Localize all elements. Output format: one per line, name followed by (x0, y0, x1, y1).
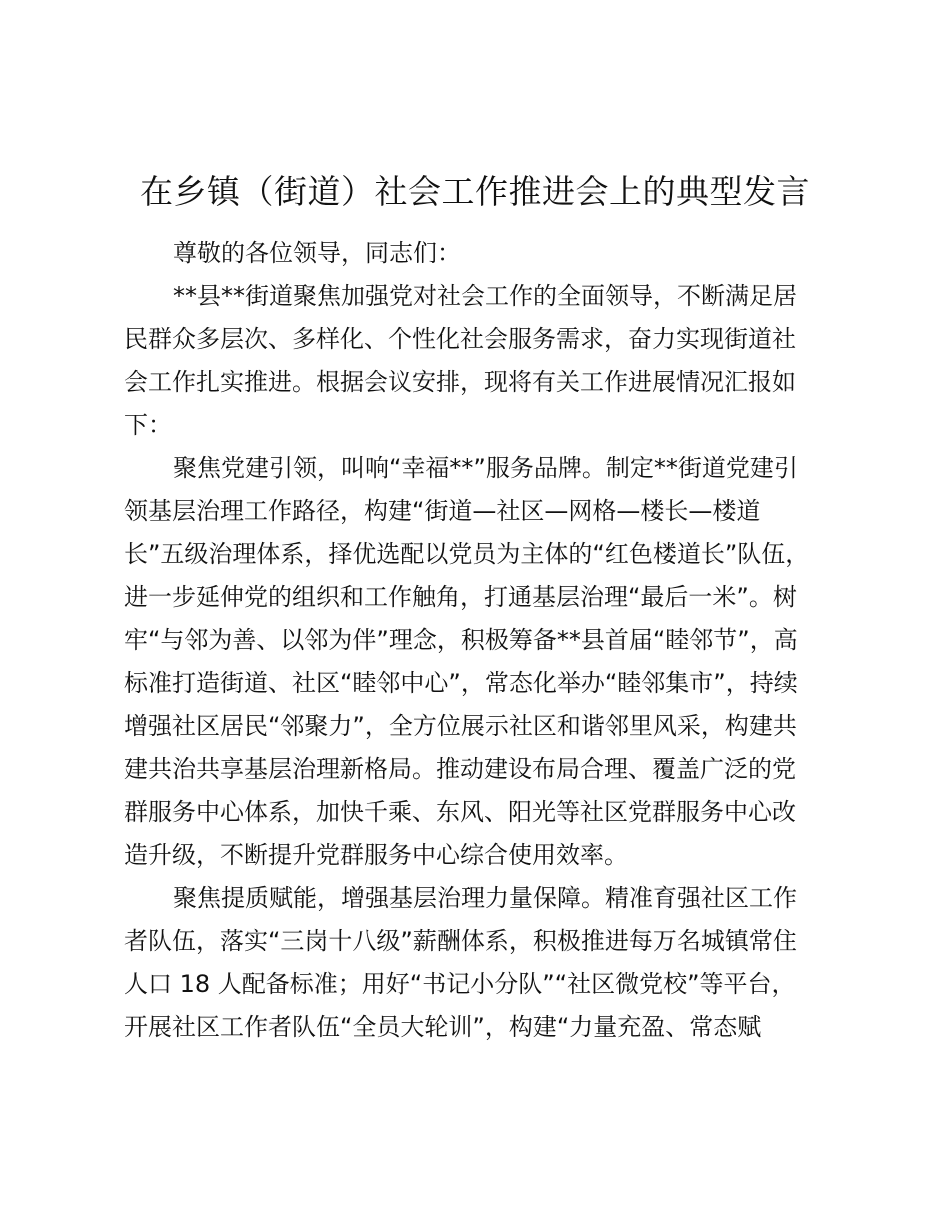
paragraph-line: 者队伍，落实“三岗十八级”薪酬体系，积极推进每万名城镇常住 (124, 927, 797, 955)
paragraph-line: 进一步延伸党的组织和工作触角，打通基层治理“最后一米”。树 (124, 583, 797, 611)
paragraph-line: 领基层治理工作路径，构建“街道—社区—网格—楼长—楼道 (124, 497, 761, 525)
document-body (124, 232, 824, 1049)
salutation-line: 尊敬的各位领导，同志们： (173, 239, 461, 267)
paragraph-line: 标准打造街道、社区“睦邻中心”，常态化举办“睦邻集市”，持续 (124, 669, 798, 697)
paragraph-line: 人口 18 人配备标准；用好“书记小分队”“社区微党校”等平台， (124, 970, 796, 998)
paragraph-line: 会工作扎实推进。根据会议安排，现将有关工作进展情况汇报如 (124, 368, 796, 396)
paragraph-line: 开展社区工作者队伍“全员大轮训”，构建“力量充盈、常态赋 (124, 1013, 762, 1041)
paragraph-line: 聚焦提质赋能，增强基层治理力量保障。精准育强社区工作 (173, 884, 797, 912)
paragraph-line: 建共治共享基层治理新格局。推动建设布局合理、覆盖广泛的党 (124, 755, 796, 783)
document-title: 在乡镇（街道）社会工作推进会上的典型发言 (140, 172, 810, 211)
paragraph-line: 民群众多层次、多样化、个性化社会服务需求，奋力实现街道社 (124, 325, 796, 353)
paragraph-line: 增强社区居民“邻聚力”，全方位展示社区和谐邻里风采，构建共 (124, 712, 797, 740)
paragraph-line: **县**街道聚焦加强党对社会工作的全面领导，不断满足居 (173, 282, 797, 310)
paragraph-line: 群服务中心体系，加快千乘、东风、阳光等社区党群服务中心改 (124, 798, 796, 826)
paragraph-line: 下： (124, 411, 172, 439)
paragraph-line: 长”五级治理体系，择优选配以党员为主体的“红色楼道长”队伍， (124, 540, 810, 568)
paragraph-line: 聚焦党建引领，叫响“幸福**”服务品牌。制定**街道党建引 (173, 454, 798, 482)
paragraph-line: 造升级，不断提升党群服务中心综合使用效率。 (124, 841, 628, 869)
paragraph-line: 牢“与邻为善、以邻为伴”理念，积极筹备**县首届“睦邻节”，高 (124, 626, 798, 654)
